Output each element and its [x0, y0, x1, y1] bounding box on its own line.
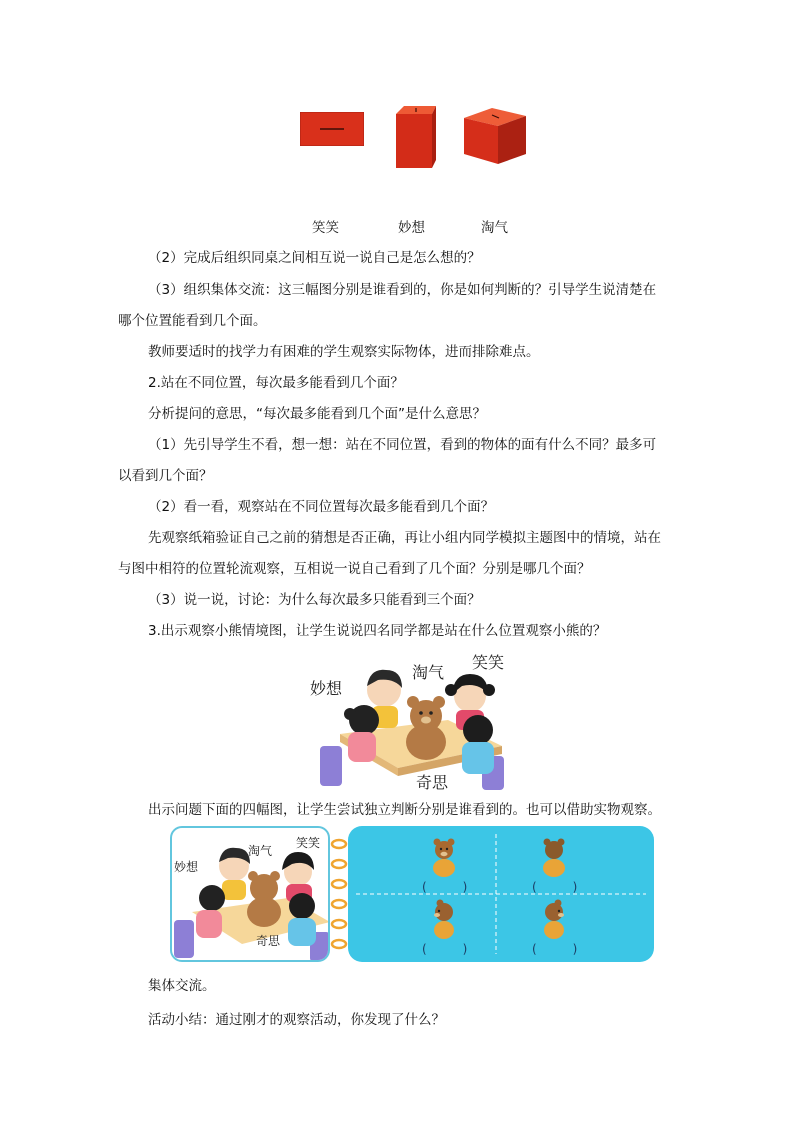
- answer-blank-3: ( ): [422, 942, 468, 956]
- paragraph-3: 教师要适时的找学力有困难的学生观察实际物体，进而排除难点。: [148, 344, 540, 360]
- scene-label-xiaoxiao: 笑笑: [472, 653, 505, 672]
- bear-views-drawing: [348, 826, 654, 962]
- caption-xiaoxiao: 笑笑: [312, 220, 339, 236]
- scene-label-taoqi: 淘气: [412, 663, 445, 682]
- heading-3: 3.出示观察小熊情境图，让学生说说四名同学都是站在什么位置观察小熊的？: [148, 623, 607, 639]
- bear-view-right: [544, 900, 564, 940]
- paragraph-2a: （3）组织集体交流：这三幅图分别是谁看到的，你是如何判断的？引导学生说清楚在: [148, 282, 657, 298]
- paragraph-1: （2）完成后组织同桌之间相互说一说自己是怎么想的？: [148, 250, 481, 266]
- answer-blank-1: ( ): [422, 880, 468, 894]
- bear-view-left: [434, 900, 454, 940]
- panel-label-xiaoxiao: 笑笑: [296, 836, 321, 850]
- panel-label-qisi: 奇思: [256, 934, 281, 948]
- paragraph-after-scene: 出示问题下面的四幅图，让学生尝试独立判断分别是谁看到的。也可以借助实物观察。: [148, 802, 661, 818]
- answer-blank-4: ( ): [532, 942, 578, 956]
- paragraph-6: （2）看一看，观察站在不同位置每次最多能看到几个面？: [148, 499, 495, 515]
- paragraph-8: （3）说一说，讨论：为什么每次最多只能看到三个面？: [148, 592, 481, 608]
- bear-scene-illustration: [310, 650, 508, 792]
- scene-label-qisi: 奇思: [416, 773, 449, 792]
- paragraph-7b: 与图中相符的位置轮流观察，互相说一说自己看到了几个面？分别是哪几个面？: [118, 561, 591, 577]
- scene-label-miaoxiang: 妙想: [310, 679, 343, 698]
- paragraph-4: 分析提问的意思，“每次最多能看到几个面”是什么意思？: [148, 406, 486, 422]
- panel-scene-card: [170, 826, 330, 962]
- bear-view-front: [433, 839, 455, 878]
- paragraph-5a: （1）先引导学生不看，想一想：站在不同位置，看到的物体的面有什么不同？最多可: [148, 437, 657, 453]
- paragraph-2b: 哪个位置能看到几个面。: [118, 313, 267, 329]
- bear-view-back: [543, 839, 565, 878]
- heading-2: 2.站在不同位置，每次最多能看到几个面？: [148, 375, 404, 391]
- paragraph-7a: 先观察纸箱验证自己之前的猜想是否正确，再让小组内同学模拟主题图中的情境，站在: [148, 530, 661, 546]
- bear-views-panel: [170, 826, 654, 962]
- paragraph-summary: 活动小结：通过刚才的观察活动，你发现了什么？: [148, 1012, 445, 1028]
- answer-blank-2: ( ): [532, 880, 578, 894]
- box-front-view: [300, 112, 364, 146]
- caption-miaoxiang: 妙想: [398, 220, 425, 236]
- binder-rings: [330, 836, 348, 956]
- caption-taoqi: 淘气: [481, 220, 508, 236]
- bear-views-card: [348, 826, 654, 962]
- paragraph-group-discussion: 集体交流。: [148, 978, 216, 994]
- paragraph-5b: 以看到几个面？: [118, 468, 213, 484]
- panel-label-taoqi: 淘气: [248, 844, 273, 858]
- box-corner-view: [462, 106, 528, 166]
- box-side-view: [392, 104, 440, 168]
- panel-label-miaoxiang: 妙想: [174, 860, 199, 874]
